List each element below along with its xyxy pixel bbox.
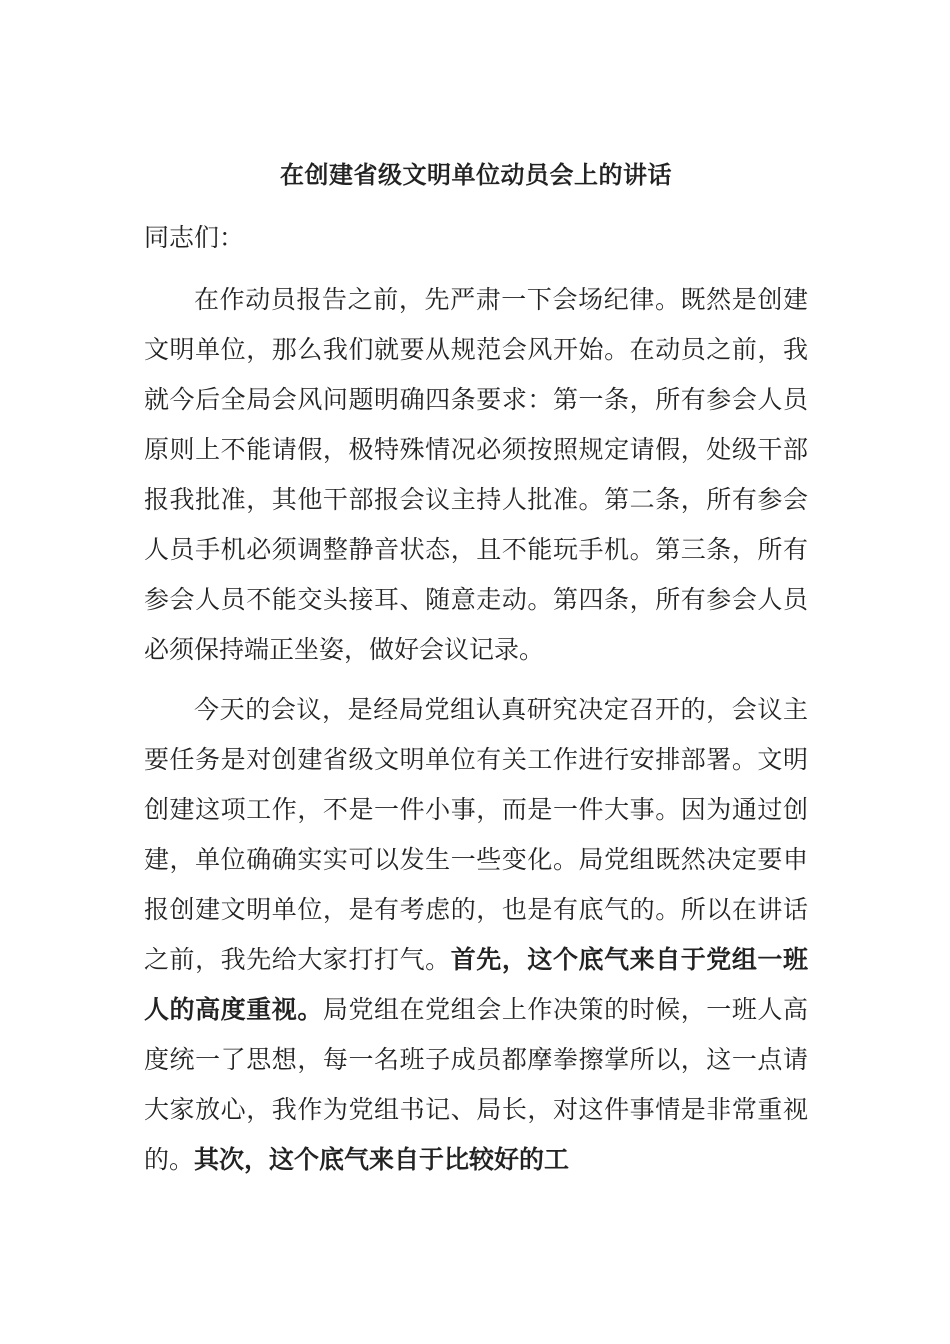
document-title: 在创建省级文明单位动员会上的讲话	[280, 161, 672, 189]
paragraph-2-bold-1: 首先，这个底气来自于党组一班人的高度重视。	[144, 945, 808, 1024]
paragraph-2	[144, 685, 808, 1185]
paragraph-2-bold-2: 其次，这个底气来自于比较好的工	[194, 1145, 570, 1174]
paragraph-2-text-2: 局党组在党组会上作决策的时候，一班人高度统一了思想，每一名班子成员都摩拳擦掌所以，这一点请大家放心，我作为党组书记、局长，对这件事情是非常重视的。	[144, 995, 808, 1174]
paragraph-2-text-1: 今天的会议，是经局党组认真研究决定召开的，会议主要任务是对创建省级文明单位有关工作进行安排部署。文明创建这项工作，不是一件小事，而是一件大事。因为通过创建，单位确确实实可以发生一些变化。局党组既然决定要申报创建文明单位，是有考虑的，也是有底气的。所以在讲话之前，我先给大家打打气。	[144, 695, 808, 974]
paragraph-1: 在作动员报告之前，先严肃一下会场纪律。既然是创建文明单位，那么我们就要从规范会风开始。在动员之前，我就今后全局会风问题明确四条要求：第一条，所有参会人员原则上不能请假，极特殊情况必须按照规定请假，处级干部报我批准，其他干部报会议主持人批准。第二条，所有参会人员手机必须调整静音状态，且不能玩手机。第三条，所有参会人员不能交头接耳、随意走动。第四条，所有参会人员必须保持端正坐姿，做好会议记录。	[144, 285, 808, 664]
salutation: 同志们：	[144, 223, 245, 252]
